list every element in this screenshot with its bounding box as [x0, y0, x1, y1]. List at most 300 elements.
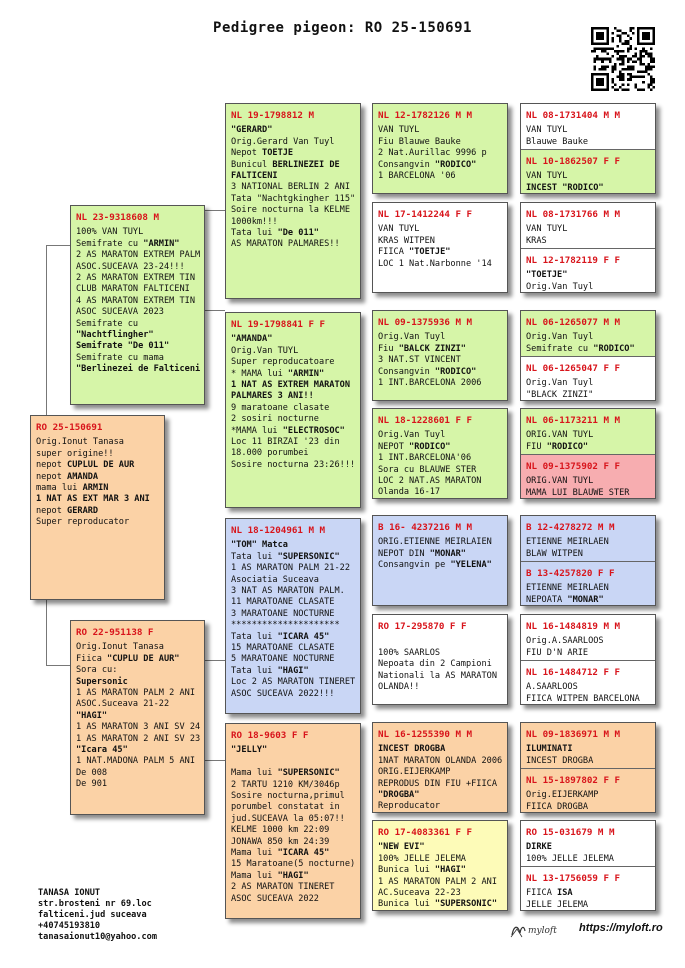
- line-text: super origine!!: [36, 448, 114, 459]
- pedigree-line: [378, 160, 502, 171]
- line-emphasis: "ELECTROSOC": [282, 425, 345, 436]
- pedigree-line: [526, 270, 650, 281]
- line-text: 1 AS MARATON PALM 21-22: [231, 563, 350, 574]
- ring-number: B 16- 4237216 M M: [378, 522, 473, 533]
- pedigree-line: [378, 899, 502, 910]
- line-text: De 901: [76, 779, 108, 790]
- pedigree-line: [526, 842, 650, 853]
- line-text: Nepoata din 2 Campioni: [378, 659, 492, 670]
- gen4-card: [521, 768, 655, 813]
- pedigree-line: [378, 259, 502, 270]
- line-text: 15 Maratoane(5 nocturne): [231, 859, 356, 870]
- pedigree-line: [378, 767, 502, 778]
- gen4-card: [521, 454, 655, 499]
- line-text: Fiu: [378, 343, 399, 354]
- ring-number: NL 19-1798841 F F: [231, 319, 326, 330]
- pedigree-line: [231, 597, 355, 608]
- line-text: ORIG.ETIENNE MEIRLAIEN: [378, 537, 492, 548]
- ring-number: B 12-4278272 M M: [526, 522, 615, 533]
- gen4-pair: [520, 614, 656, 705]
- pedigree-line: [526, 549, 650, 560]
- line-emphasis: "AMANDA": [231, 334, 273, 345]
- gen4-card: [521, 516, 655, 561]
- pedigree-line: [526, 378, 650, 389]
- gen4-pair: [520, 820, 656, 911]
- pedigree-line: [231, 346, 355, 357]
- line-text: Semifrate cu: [76, 318, 139, 329]
- ring-number: NL 16-1484712 F F: [526, 667, 621, 678]
- ring-number: RO 15-031679 M M: [526, 827, 615, 838]
- line-text: ASOC.Suceava 21-22: [76, 699, 170, 710]
- line-emphasis: AMANDA: [67, 471, 99, 482]
- pedigree-line: [76, 364, 199, 375]
- pedigree-line: [36, 494, 159, 505]
- connector-line: [205, 210, 225, 211]
- pedigree-line: [378, 125, 502, 136]
- pedigree-line: [231, 609, 355, 620]
- line-emphasis: "ARMIN": [287, 368, 325, 379]
- gen4-pair: [520, 515, 656, 606]
- line-emphasis: "RODICO": [434, 159, 477, 170]
- card-body: [36, 437, 159, 528]
- pedigree-line: [231, 791, 355, 802]
- pedigree-line: [526, 537, 650, 548]
- pedigree-line: [526, 595, 650, 606]
- line-text: ORIG.VAN TUYL: [526, 476, 594, 487]
- pedigree-line: [231, 632, 355, 643]
- pedigree-line: [231, 837, 355, 848]
- pedigree-line: [231, 148, 355, 159]
- great-grandparent-card: [372, 103, 508, 194]
- website-link[interactable]: https://myloft.ro: [579, 922, 663, 934]
- ring-number: NL 09-1375902 F F: [526, 461, 621, 472]
- pedigree-line: [231, 575, 355, 586]
- pedigree-line: [378, 367, 502, 378]
- line-text: Tata lui: [231, 551, 278, 562]
- pedigree-line: [76, 341, 199, 352]
- line-text: nepot: [36, 505, 68, 516]
- line-text: 3 NAT.ST VINCENT: [378, 355, 461, 366]
- card-body: [378, 125, 502, 182]
- pedigree-line: [378, 465, 502, 476]
- line-text: Orig.A.SAARLOOS: [526, 636, 604, 647]
- line-text: mama lui: [36, 483, 83, 494]
- gen4-card: [521, 409, 655, 454]
- line-text: FIICA DROGBA: [526, 801, 589, 812]
- ring-number: NL 06-1265077 M M: [526, 317, 621, 328]
- pedigree-line: [231, 563, 355, 574]
- line-text: 1 INT.BARCELONA'06: [378, 453, 472, 464]
- pedigree-line: [231, 745, 355, 756]
- pedigree-line: [378, 148, 502, 159]
- line-emphasis: BERLINEZEI DE: [272, 159, 340, 170]
- line-text: 1 AS MARATON 2 ANI SV 23: [76, 733, 201, 744]
- pedigree-line: [36, 449, 159, 460]
- pedigree-line: [76, 745, 199, 756]
- line-text: Nationali la AS MARATON: [378, 670, 497, 681]
- pedigree-line: [378, 636, 502, 647]
- line-text: Orig.Gerard Van Tuyl: [231, 136, 335, 147]
- ring-number: RO 18-9603 F F: [231, 730, 309, 741]
- pedigree-line: [231, 137, 355, 148]
- line-text: porumbel constatat in: [231, 802, 340, 813]
- card-body: [526, 537, 650, 560]
- qr-code-icon: [591, 27, 655, 91]
- pedigree-line: [231, 334, 355, 345]
- pedigree-line: [526, 694, 650, 705]
- pedigree-line: [76, 239, 199, 250]
- line-text: Orig.Van Tuyl: [526, 378, 594, 389]
- pedigree-line: [231, 205, 355, 216]
- pedigree-line: [378, 549, 502, 560]
- pedigree-line: [526, 888, 650, 899]
- line-emphasis: ISA: [557, 888, 573, 899]
- line-text: Tata lui: [231, 631, 278, 642]
- line-emphasis: ARMIN: [82, 483, 109, 494]
- pedigree-line: [526, 344, 650, 355]
- pedigree-line: [231, 448, 355, 459]
- line-emphasis: "RODICO": [409, 441, 451, 452]
- card-body: [378, 744, 502, 812]
- great-grandparent-card: [372, 722, 508, 813]
- line-text: Consangvin: [378, 159, 435, 170]
- breeder-email[interactable]: tanasaionut10@yahoo.com: [38, 932, 157, 942]
- pedigree-line: [76, 654, 199, 665]
- breeder-name: TANASA IONUT: [38, 888, 101, 898]
- pedigree-line: [526, 802, 650, 813]
- line-text: Olanda 16-17: [378, 487, 441, 498]
- gen4-pair: [520, 103, 656, 194]
- line-text: VAN TUYL: [526, 125, 568, 136]
- pedigree-line: [378, 659, 502, 670]
- line-text: Bunicul: [231, 159, 273, 170]
- pedigree-line: [231, 757, 355, 768]
- line-text: NEPOT: [378, 441, 410, 452]
- line-text: nepot: [36, 460, 68, 471]
- line-text: CLUB MARATON FALTICENI: [76, 284, 190, 295]
- line-emphasis: "SUPERSONIC": [434, 899, 498, 910]
- card-body: [526, 636, 650, 659]
- pedigree-line: [378, 671, 502, 682]
- line-text: *********************: [231, 620, 340, 631]
- pedigree-line: [231, 391, 355, 402]
- line-text: ASOC SUCEAVA 2022: [231, 893, 319, 904]
- pedigree-line: [231, 125, 355, 136]
- grandparent-card: [225, 312, 361, 508]
- pedigree-line: [526, 125, 650, 136]
- line-text: Bunica lui: [378, 899, 435, 910]
- pedigree-line: [231, 871, 355, 882]
- great-grandparent-card: [372, 310, 508, 401]
- line-text: Consangvin: [378, 366, 435, 377]
- gen4-pair: [520, 202, 656, 293]
- gen4-card: [521, 248, 655, 293]
- pedigree-line: [526, 236, 650, 247]
- card-body: [231, 125, 355, 250]
- line-emphasis: DIRKE: [526, 842, 552, 853]
- line-text: NEPOATA: [526, 594, 568, 605]
- line-text: 2 AS MARATON EXTREM TIN: [76, 273, 195, 284]
- line-emphasis: "SUPERSONIC": [277, 768, 340, 779]
- pedigree-line: [231, 620, 355, 631]
- pedigree-line: [231, 171, 355, 182]
- line-text: KELME 1000 km 22:09: [231, 825, 330, 836]
- pedigree-line: [526, 790, 650, 801]
- gen4-card: [521, 821, 655, 866]
- line-text: Semifrate cu mama: [76, 352, 164, 363]
- pedigree-line: [231, 894, 355, 905]
- card-body: [526, 332, 650, 355]
- breeder-city: falticeni.jud suceava: [38, 910, 147, 920]
- ring-number: NL 12-1782119 F F: [526, 255, 621, 266]
- line-text: ETIENNE MEIRLAEN: [526, 583, 609, 594]
- line-emphasis: "SUPERSONIC": [277, 551, 340, 562]
- ring-number: NL 09-1375936 M M: [378, 317, 473, 328]
- line-text: Super reproducatoare: [231, 357, 335, 368]
- line-text: 100% VAN TUYL: [76, 227, 144, 238]
- pedigree-line: [378, 865, 502, 876]
- connector-line: [205, 660, 225, 661]
- gen4-card: [521, 723, 655, 768]
- card-body: [526, 790, 650, 813]
- connector-line: [46, 600, 47, 665]
- line-emphasis: 1 NAT AS EXTREM MARATON: [231, 380, 350, 391]
- pedigree-line: [526, 430, 650, 441]
- pedigree-line: [526, 183, 650, 194]
- line-text: 2 sosiri nocturne: [231, 414, 319, 425]
- line-text: BLAW WITPEN: [526, 548, 583, 559]
- line-emphasis: "HAGI": [277, 870, 309, 881]
- card-body: [526, 583, 650, 606]
- pedigree-line: [378, 344, 502, 355]
- line-text: Soire nocturna la KELME: [231, 205, 350, 216]
- pedigree-line: [378, 453, 502, 464]
- ring-number: NL 17-1412244 F F: [378, 209, 473, 220]
- line-text: Asociatia Suceava: [231, 574, 319, 585]
- pedigree-line: [76, 688, 199, 699]
- line-emphasis: "HAGI": [277, 665, 309, 676]
- line-text: 11 MARATOANE CLASATE: [231, 597, 335, 608]
- pedigree-line: [76, 665, 199, 676]
- line-text: 100% JELLE JELEMA: [378, 853, 466, 864]
- grandparent-card: [225, 723, 361, 919]
- line-text: De 008: [76, 767, 108, 778]
- line-text: Mama lui: [231, 848, 278, 859]
- gen4-pair: [520, 408, 656, 499]
- line-emphasis: FALTICENI: [231, 171, 278, 182]
- pedigree-line: [231, 859, 355, 870]
- pedigree-line: [231, 217, 355, 228]
- great-grandparent-card: [372, 614, 508, 705]
- pedigree-line: [378, 355, 502, 366]
- pedigree-line: [231, 460, 355, 471]
- line-emphasis: 1 NAT AS EXT MAR 3 ANI: [36, 494, 150, 505]
- pedigree-line: [378, 171, 502, 182]
- card-body: [526, 378, 650, 401]
- pedigree-line: [526, 224, 650, 235]
- line-text: Sosire nocturna,primul: [231, 791, 345, 802]
- pedigree-line: [378, 790, 502, 801]
- line-text: *MAMA lui: [231, 425, 283, 436]
- ring-number: NL 16-1255390 M M: [378, 729, 473, 740]
- pedigree-line: [231, 825, 355, 836]
- pedigree-line: [231, 403, 355, 414]
- line-text: VAN TUYL: [378, 224, 420, 235]
- pedigree-line: [76, 642, 199, 653]
- line-text: Loc 11 BIRZAI '23 din: [231, 437, 340, 448]
- line-text: AC.Suceava 22-23: [378, 888, 461, 899]
- card-body: [231, 540, 355, 700]
- pedigree-line: [76, 262, 199, 273]
- line-emphasis: "CUPLU DE AUR": [107, 653, 180, 664]
- pedigree-line: [231, 689, 355, 700]
- line-text: Reproducator: [378, 801, 441, 812]
- pedigree-line: [378, 779, 502, 790]
- gen4-card: [521, 866, 655, 911]
- pedigree-line: [231, 814, 355, 825]
- line-text: NEPOT DIN: [378, 548, 430, 559]
- line-text: KRAS WITPEN: [378, 235, 435, 246]
- pedigree-line: [231, 228, 355, 239]
- pedigree-line: [36, 460, 159, 471]
- line-text: LOC 2 NAT.AS MARATON: [378, 476, 482, 487]
- line-text: VAN TUYL: [378, 125, 420, 136]
- line-text: * MAMA lui: [231, 368, 288, 379]
- line-emphasis: "NEW EVI": [378, 842, 425, 853]
- pedigree-line: [526, 744, 650, 755]
- line-text: Mama lui: [231, 768, 278, 779]
- pedigree-line: [36, 517, 159, 528]
- pedigree-line: [378, 801, 502, 812]
- pedigree-line: [36, 506, 159, 517]
- pedigree-line: [76, 677, 199, 688]
- gen4-pair: [520, 722, 656, 813]
- card-body: [526, 430, 650, 453]
- card-body: [378, 842, 502, 910]
- pedigree-line: [526, 488, 650, 499]
- line-text: Orig.Van Tuyl: [526, 281, 594, 292]
- pedigree-line: [76, 768, 199, 779]
- line-text: 1 AS MARATON 3 ANI SV 24: [76, 722, 201, 733]
- card-body: [76, 227, 199, 375]
- line-text: REPRODUS DIN FIU +FIICA: [378, 778, 497, 789]
- line-text: Mama lui: [231, 870, 278, 881]
- pedigree-line: [526, 282, 650, 293]
- line-emphasis: "BALCK ZINZI": [398, 343, 466, 354]
- pedigree-line: [231, 357, 355, 368]
- line-text: 100% JELLE JELEMA: [526, 853, 614, 864]
- card-body: [378, 636, 502, 693]
- line-emphasis: Semifrate "De 011": [76, 341, 170, 352]
- card-body: [526, 476, 650, 499]
- pedigree-line: [231, 882, 355, 893]
- line-emphasis: "HAGI": [76, 710, 108, 721]
- line-text: ASOC.SUCEAVA 23-24!!!: [76, 261, 185, 272]
- pedigree-line: [526, 476, 650, 487]
- pedigree-line: [378, 560, 502, 571]
- pedigree-line: [76, 779, 199, 790]
- gen4-pair: [520, 310, 656, 401]
- line-text: Sora cu:: [76, 665, 118, 676]
- line-text: LOC 1 Nat.Narbonne '14: [378, 258, 492, 269]
- line-emphasis: "RODICO": [546, 441, 589, 452]
- line-emphasis: "ICARA 45": [277, 631, 330, 642]
- breeder-phone: +40745193810: [38, 921, 101, 931]
- card-body: [378, 430, 502, 498]
- line-text: ORIG.EIJERKAMP: [378, 767, 451, 778]
- pedigree-line: [526, 900, 650, 911]
- line-emphasis: ILUMINATI: [526, 744, 573, 755]
- ring-number: NL 18-1228601 F F: [378, 415, 473, 426]
- ring-number: RO 25-150691: [36, 422, 103, 433]
- pedigree-line: [378, 648, 502, 659]
- ring-number: NL 10-1862507 F F: [526, 156, 621, 167]
- line-text: Loc 2 AS MARATON TINERET: [231, 677, 356, 688]
- line-text: Semifrate cu: [526, 343, 594, 354]
- line-text: Orig.Van Tuyl: [378, 332, 446, 343]
- line-text: JONAWA 850 km 24:39: [231, 836, 330, 847]
- pedigree-line: [231, 586, 355, 597]
- pedigree-line: [36, 483, 159, 494]
- pedigree-line: [526, 442, 650, 453]
- card-body: [231, 745, 355, 905]
- card-body: [526, 842, 650, 865]
- line-emphasis: "YELENA": [450, 560, 492, 571]
- pedigree-line: [231, 160, 355, 171]
- pedigree-line: [378, 332, 502, 343]
- gen4-card: [521, 660, 655, 705]
- gen4-card: [521, 311, 655, 356]
- line-text: Fiu Blauwe Bauke: [378, 136, 461, 147]
- line-text: VAN TUYL: [526, 171, 568, 182]
- line-emphasis: TOETJE: [262, 148, 294, 159]
- line-text: Tata "Nachtgkingher 115": [231, 193, 356, 204]
- pedigree-line: [76, 734, 199, 745]
- line-text: FIICA WITPEN BARCELONA: [526, 693, 640, 704]
- line-text: JELLE JELEMA: [526, 899, 589, 910]
- line-text: Orig.Van TUYL: [231, 345, 299, 356]
- line-text: 9 maratoane clasate: [231, 402, 330, 413]
- pedigree-line: [76, 273, 199, 284]
- line-text: Semifrate cu: [76, 238, 144, 249]
- line-text: Consangvin pe: [378, 560, 451, 571]
- card-body: [526, 125, 650, 148]
- pedigree-line: [526, 390, 650, 401]
- pedigree-line: [36, 472, 159, 483]
- line-emphasis: "HAGI": [434, 865, 466, 876]
- line-emphasis: "TOM" Matca: [231, 540, 288, 551]
- pedigree-line: [76, 756, 199, 767]
- line-text: Fiica: [76, 653, 108, 664]
- line-text: ORIG.VAN TUYL: [526, 430, 594, 441]
- ring-number: NL 09-1836971 M M: [526, 729, 621, 740]
- pedigree-line: [231, 666, 355, 677]
- pedigree-line: [526, 756, 650, 767]
- line-emphasis: "De 011": [277, 228, 319, 239]
- pedigree-line: [231, 643, 355, 654]
- pedigree-line: [378, 487, 502, 498]
- ring-number: NL 19-1798812 M: [231, 110, 314, 121]
- ring-number: NL 08-1731766 M M: [526, 209, 621, 220]
- line-text: FIU D'N ARIE: [526, 647, 589, 658]
- line-text: 1 INT.BARCELONA 2006: [378, 378, 482, 389]
- pedigree-line: [231, 768, 355, 779]
- line-emphasis: "Berlinezei de Falticeni: [76, 364, 201, 375]
- pedigree-line: [76, 699, 199, 710]
- pedigree-line: [378, 756, 502, 767]
- pedigree-line: [378, 378, 502, 389]
- line-emphasis: "TOETJE": [526, 270, 568, 281]
